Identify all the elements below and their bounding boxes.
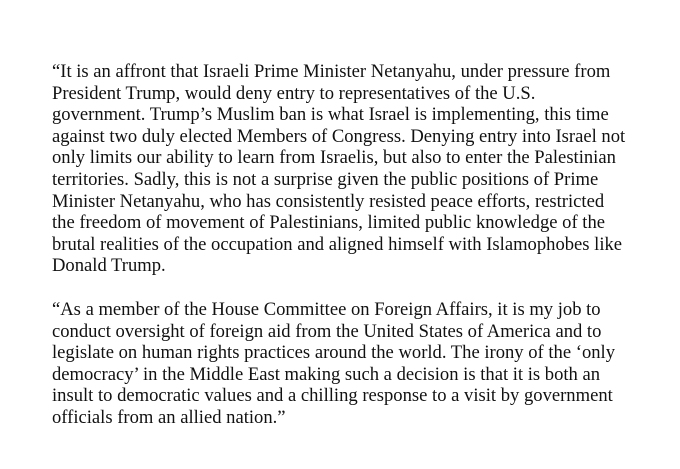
text-line: officials from an allied nation.”: [52, 406, 286, 428]
text-line: “It is an affront that Israeli Prime Minister Netanyahu, under pressure from: [52, 61, 611, 82]
text-line: insult to democratic values and a chilling response to a visit by government: [52, 385, 613, 407]
statement-paragraph-1: [52, 61, 652, 277]
text-line: only limits our ability to learn from Israelis, but also to enter the Palestinian: [52, 147, 616, 169]
text-line: “As a member of the House Committee on Foreign Affairs, it is my job to: [52, 299, 601, 320]
text-line: conduct oversight of foreign aid from the United States of America and to: [52, 320, 602, 342]
text-line: government. Trump’s Muslim ban is what Israel is implementing, this time: [52, 104, 609, 126]
statement-paragraph-2: [52, 299, 652, 429]
text-line: territories. Sadly, this is not a surprise given the public positions of Prime: [52, 168, 599, 190]
text-line: against two duly elected Members of Congress. Denying entry into Israel not: [52, 125, 626, 147]
text-line: Donald Trump.: [52, 255, 166, 277]
text-line: the freedom of movement of Palestinians, limited public knowledge of the: [52, 212, 606, 234]
text-line: brutal realities of the occupation and aligned himself with Islamophobes like: [52, 233, 623, 255]
text-line: President Trump, would deny entry to representatives of the U.S.: [52, 82, 536, 104]
text-line: democracy’ in the Middle East making such a decision is that it is both an: [52, 363, 601, 385]
text-line: legislate on human rights practices around the world. The irony of the ‘only: [52, 342, 616, 364]
text-line: Minister Netanyahu, who has consistently resisted peace efforts, restricted: [52, 190, 605, 212]
